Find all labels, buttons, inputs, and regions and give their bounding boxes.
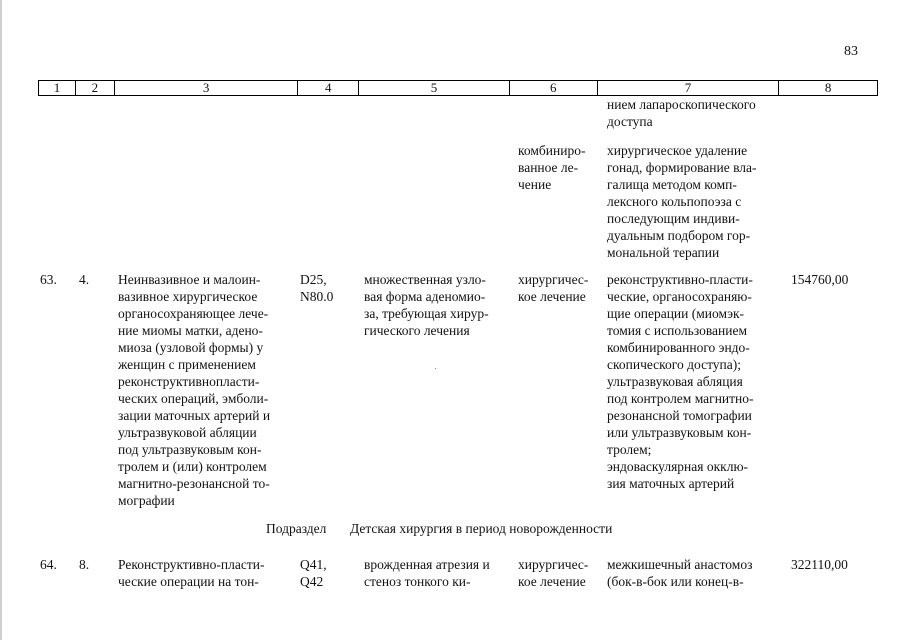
- header-col-5: 5: [359, 81, 510, 95]
- row-63-treatment-method: реконструктивно-пласти- ческие, органосохраняю- щие операции (миомэк- томия с использованием комбинированного эндо- скопического доступа); ультразвуковая абляция под контролем магнитно- резонансной томографии или ультразвуковым кон- тролем; эндоваскулярная окклю- зия маточных артерий: [607, 272, 754, 491]
- header-col-7: 7: [598, 81, 780, 95]
- row-63-cost: 154760,00: [791, 272, 849, 287]
- row-63-treatment-type: хирургичес- кое лечение: [518, 272, 589, 304]
- row-63-group-number: 4.: [79, 272, 90, 287]
- row-64-treatment-type: хирургичес- кое лечение: [518, 557, 589, 589]
- row-64-care-name: Реконструктивно-пласти- ческие операции на тон-: [118, 557, 265, 589]
- row-64-treatment-method: межкишечный анастомоз (бок-в-бок или конец-в-: [607, 557, 753, 589]
- header-col-4: 4: [298, 81, 359, 95]
- scan-speck: [435, 368, 436, 369]
- row-64-group-number: 8.: [79, 557, 90, 572]
- row-64-number: 64.: [40, 557, 57, 572]
- header-col-1: 1: [39, 81, 76, 95]
- header-col-2: 2: [76, 81, 115, 95]
- row-64-patient-model: врожденная атрезия и стеноз тонкого ки-: [364, 557, 490, 589]
- continuation-method-text: нием лапароскопического доступа: [607, 97, 756, 129]
- continuation-method-text-2: хирургическое удаление гонад, формирование вла- галища методом комп- лексного кольпопоэза с последующим индиви- дуальным подбором гор- мональной терапии: [607, 143, 757, 260]
- row-64-cost: 322110,00: [791, 557, 848, 572]
- row-63-patient-model: множественная узло- вая форма аденомио- за, требующая хирур- гического лечения: [364, 272, 489, 338]
- page-number: 83: [844, 44, 858, 59]
- table-header-row: [38, 80, 878, 96]
- row-63-number: 63.: [40, 272, 57, 287]
- header-col-6: 6: [510, 81, 598, 95]
- row-63-care-name: Неинвазивное и малоин- вазивное хирургическое органосохраняющее лече- ние миомы матки, адено- миоза (узловой формы) у женщин с применением реконструктивнопласти- ческих операций, эмболи- зации маточных артерий и ультразвуковой абляции под ультразвуковым кон- тролем и (или) контролем магнитно-резонансной то- мографии: [118, 272, 271, 508]
- scan-edge: [0, 0, 2, 640]
- subsection-label: Подраздел: [266, 521, 327, 536]
- continuation-treatment-type: комбиниро- ванное ле- чение: [518, 143, 586, 192]
- header-col-8: 8: [824, 80, 832, 95]
- subsection-title: Детская хирургия в период новорожденности: [350, 521, 613, 536]
- row-63-icd-codes: D25, N80.0: [300, 272, 334, 304]
- row-64-icd-codes: Q41, Q42: [300, 557, 327, 589]
- header-col-3: 3: [115, 81, 299, 95]
